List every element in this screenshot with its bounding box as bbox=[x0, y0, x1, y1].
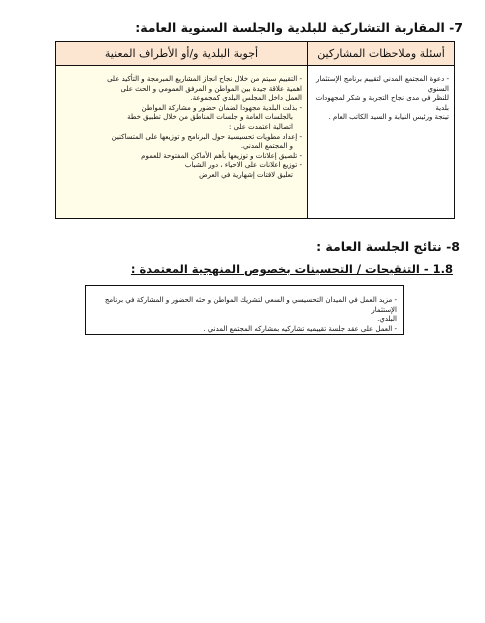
results-line: - العمل على عقد جلسة تقييميه تشاركيه بمشاركه المجتمع المدني . bbox=[203, 324, 397, 333]
participation-table bbox=[55, 41, 455, 219]
answer-line: اتصالية اعتمدت على : bbox=[228, 122, 293, 131]
table-header-row bbox=[56, 42, 455, 66]
answer-line: العمل داخل المجلس البلدي كمجموعة. bbox=[190, 94, 302, 103]
participants-line: للنظر في مدى نجاح التجربة و شكر لمجهودات بلدية bbox=[315, 94, 449, 112]
answer-line: - بذلت البلدية مجهودا لضمان حضور و مشاركة المواطن bbox=[61, 104, 302, 114]
table-row bbox=[56, 66, 455, 219]
answer-line: اهمية علاقة جيدة بين المواطن و المرفق العمومي و الحث على bbox=[120, 84, 302, 93]
section-7-heading: 7- المقاربة التشاركية للبلدية والجلسة السنوية العامة: bbox=[135, 20, 463, 35]
section-8-heading: 8- نتائج الجلسة العامة : bbox=[316, 239, 460, 254]
answer-line: و المجتمع المدني. bbox=[240, 142, 293, 151]
header-participants-questions: أسئلة وملاحظات المشاركين bbox=[308, 42, 455, 66]
results-line: - مزيد العمل في الميدان التحسيسي و السعي لتشريك المواطن و حثه الحضور و المشاركة في برنامج الإستثمار bbox=[104, 296, 397, 314]
results-line: البلدي. bbox=[377, 315, 397, 324]
answers-cell bbox=[56, 66, 308, 219]
section-8-1-subheading: 1.8 - التنقيحات / التحسينات بخصوص المنهجية المعتمدة : bbox=[130, 262, 453, 276]
participants-line: - دعوة المجتمع المدني لتقييم برنامج الإستثمار السنوي bbox=[313, 75, 449, 94]
answer-line: - تلصيق إعلانات و توزيعها بأهم الأماكن المفتوحة للعموم bbox=[61, 152, 302, 162]
answer-line: - إعداد مطويات تحسيسية حول البرنامج و توزيعها على المتساكنين bbox=[61, 133, 302, 143]
participants-line: تينجة ورئيس النيابة و السيد الكاتب العام . bbox=[328, 113, 449, 122]
answer-line: - التقييم سيتم من خلال نجاح انجاز المشاريع المبرمجة و التأكيد على bbox=[61, 75, 302, 85]
answer-line: بالجلسات العامة و جلسات المناطق من خلال تطبيق خطة bbox=[127, 113, 293, 122]
participants-cell bbox=[308, 66, 455, 219]
results-box bbox=[85, 285, 404, 335]
answer-line: - توزيع اعلانات على الاحياء ، دور الشباب bbox=[61, 161, 302, 171]
header-municipality-answers: أجوبة البلدية و/أو الأطراف المعنية bbox=[56, 42, 308, 66]
answer-line: تعليق لافتات إشهارية في العرض bbox=[199, 170, 293, 179]
